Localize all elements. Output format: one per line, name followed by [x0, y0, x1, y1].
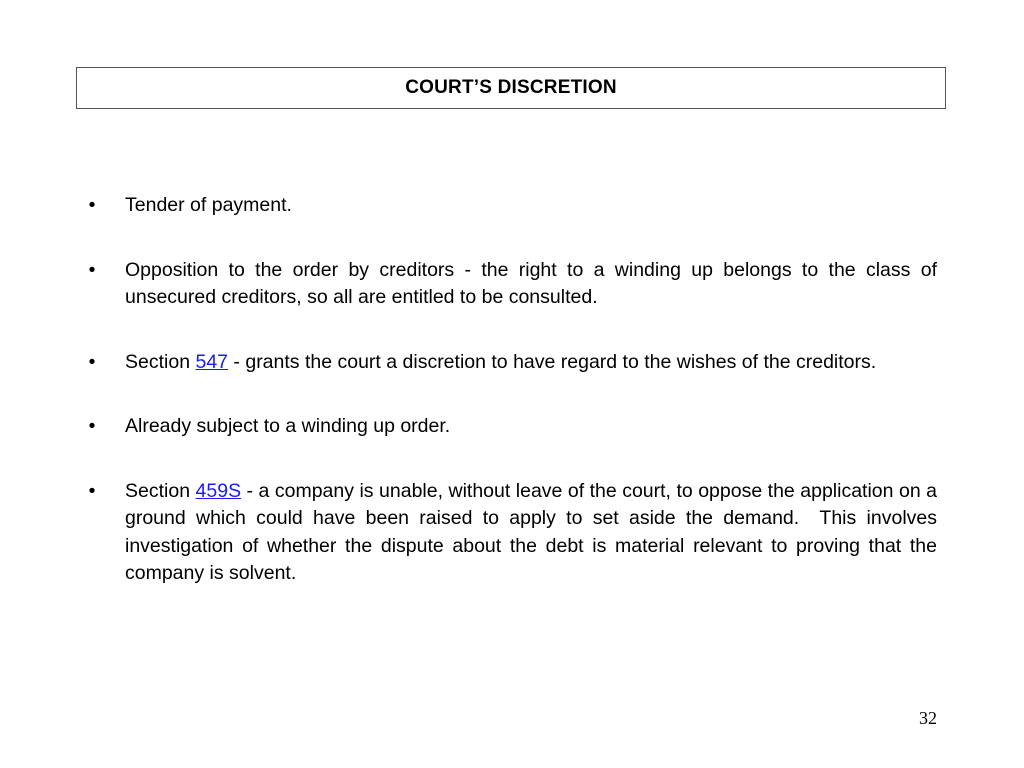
slide-title: COURT’S DISCRETION [405, 77, 617, 98]
bullet-item [86, 192, 937, 220]
bullet-icon: • [88, 258, 96, 281]
section-459s-link[interactable]: 459S [195, 479, 242, 502]
bullet-text-after: - grants the court a discretion to have regard to the wishes of the creditors. [228, 350, 877, 373]
section-547-link[interactable]: 547 [195, 350, 229, 373]
bullet-icon: • [88, 479, 96, 502]
bullet-icon: • [88, 194, 96, 216]
page-number: 32 [919, 708, 937, 728]
title-box [76, 67, 946, 109]
bullet-icon: • [88, 415, 96, 437]
bullet-text: Opposition to the order by creditors - the right to a winding up belongs to the class of unsecured creditors, so all are entitled to be consulted. [125, 258, 937, 308]
bullet-text-after: - a company is unable, without leave of the court, to oppose the application on a ground which could have been raised to apply to set aside the demand. This involves investigation of whether the dispute about the debt is material relevant to proving that the company is solvent. [125, 479, 937, 584]
bullet-item [86, 257, 937, 312]
bullet-item [86, 478, 937, 588]
bullet-list [86, 192, 937, 625]
bullet-text-before: Section [125, 479, 196, 502]
bullet-text: Tender of payment. [125, 194, 292, 216]
bullet-item [86, 413, 937, 441]
bullet-item [86, 349, 937, 377]
bullet-icon: • [88, 350, 96, 373]
bullet-text-before: Section [125, 350, 196, 373]
bullet-text: Already subject to a winding up order. [125, 415, 451, 437]
